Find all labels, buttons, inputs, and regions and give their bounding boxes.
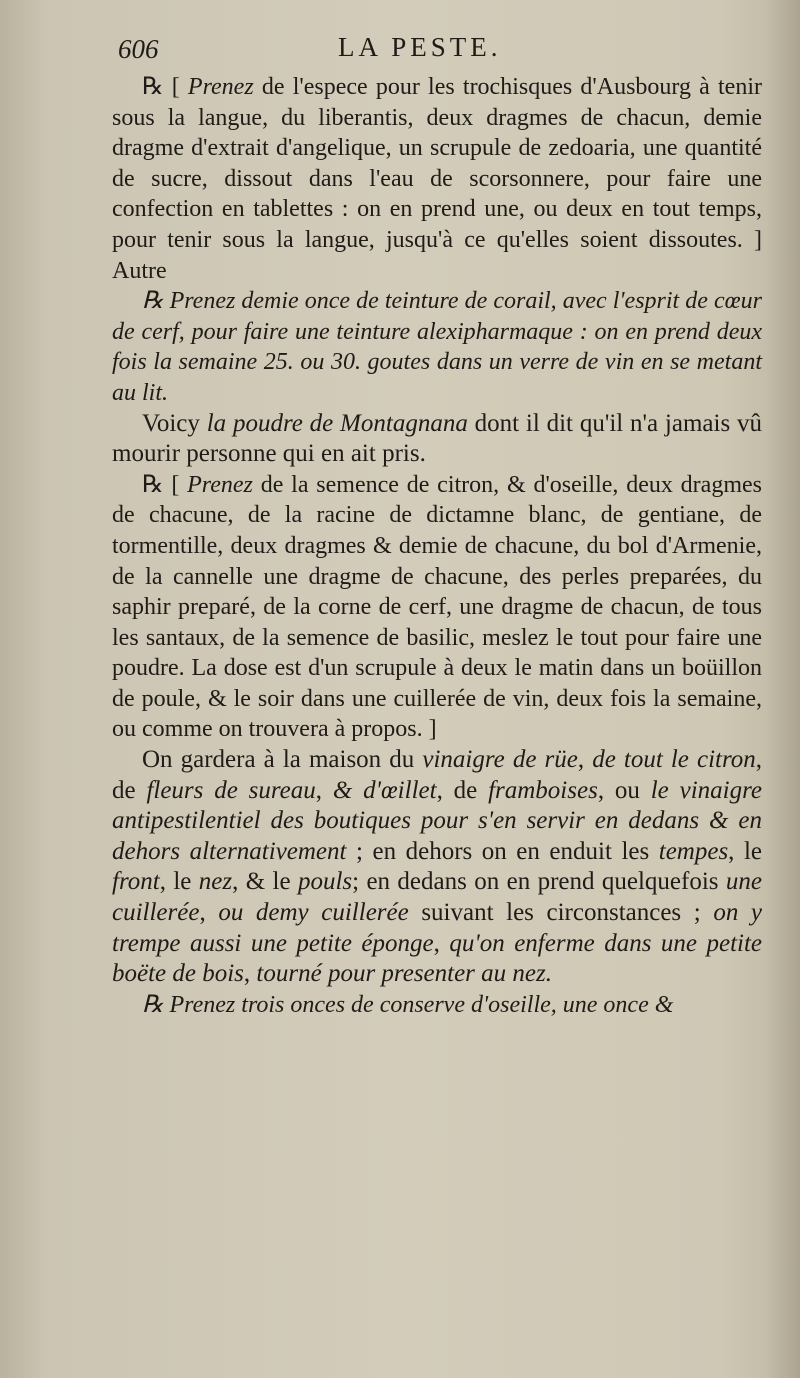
text-run: , ou [597,776,651,804]
italic-text-run: ℞ Prenez demie once de teinture de corail, avec l'esprit de cœur de cerf, pour faire une teinture alexipharmaque : on en prend deux fois la semaine 25. ou 30. goutes dans un verre de vin en se metant au lit. [112,288,762,406]
text-run: , [433,929,450,957]
italic-text-run: pouls [297,868,353,896]
italic-text-run: le vinaigre antipestilentiel des boutiques pour s'en servir en dedans & en dehors alternativement [112,776,762,865]
italic-text-run: on y trempe aussi une petite éponge [112,899,763,957]
italic-text-run: tempes [658,837,729,865]
text-run: , & le [232,868,298,896]
italic-text-run: nez [198,868,233,896]
italic-text-run: vinaigre de rüe [422,746,578,774]
italic-text-run: une cuillerée [112,868,762,927]
italic-text-run: qu'on enferme dans une petite boëte de bois [112,929,763,988]
text-run: , le [728,837,762,865]
text-run: , de [112,746,763,804]
text-run: ; en dehors on en enduit les [346,837,659,865]
italic-text-run: tourné pour presenter au nez. [256,960,552,988]
running-title: LA PESTE. [338,32,502,62]
text-run: suivant les circonstances ; [408,899,714,927]
paragraph-vinaigre [112,745,762,990]
text-run: ℞ [ [142,74,188,100]
text-run: dont il dit qu'il n'a jamais vû mourir personne qui en ait pris. [112,409,763,468]
text-run: ; en dedans on en prend quelquefois [352,868,726,896]
recipe-conserve-oseille [112,990,762,1021]
italic-text-run: ou demy cuillerée [218,899,409,927]
italic-text-run: de tout le citron [592,746,756,774]
text-run: , [315,776,333,804]
text-run: , le [159,868,199,896]
text-run: , [243,960,257,988]
text-run: Voicy [142,409,207,437]
page-number: 606 [118,34,159,64]
page-edge-shadow [766,0,800,1378]
italic-text-run: la poudre de Montagnana [206,409,468,437]
text-run: de la semence de citron, & d'oseille, deux dragmes de chacune, de la racine de dictamne blanc, de gentiane, de tormentille, deux dragmes & demie de chacune, du bol d'Armenie, de la cannelle une dragme de chacune, des perles preparées, du saphir preparé, de la corne de cerf, une dragme de chacun, de tous les santaux, de la semence de basilic, meslez le tout pour faire une poudre. La dose est d'un scrupule à deux le matin dans un boüillon de poule, & le soir dans une cuillerée de vin, deux fois la semaine, ou comme on trouvera à propos. ] [112,471,762,743]
paragraph-poudre-montagnana [112,409,762,470]
text-run: , [577,746,593,774]
page-header [118,28,658,68]
text-run: de l'espece pour les trochisques d'Ausbourg à tenir sous la langue, du liberantis, deux dragmes de chacun, demie dragme d'extrait d'angelique, un scrupule de zedoaria, une quantité de sucre, dissout dans l'eau de scorsonnere, pour faire une confection en tablettes : on en prend une, ou deux en tout temps, pour tenir sous la langue, jusqu'à ce qu'elles soient dissoutes. ] Autre [112,74,762,284]
text-run: , de [436,776,489,804]
italic-text-run: Prenez [187,74,254,100]
recipe-teinture-corail [112,286,762,408]
body-text [112,72,762,1020]
italic-text-run: ℞ Prenez trois onces de conserve d'oseille, une once & [142,991,674,1018]
text-run: On gardera à la maison du [142,746,423,774]
italic-text-run: Prenez [187,471,253,498]
text-run: , [199,899,219,927]
italic-text-run: framboises [488,776,598,804]
italic-text-run: front [112,868,160,896]
recipe-trochisques [112,72,762,286]
italic-text-run: & d'œillet [332,776,437,804]
recipe-poudre [112,470,762,745]
text-run: ℞ [ [142,471,188,498]
italic-text-run: fleurs de sureau [146,776,316,804]
